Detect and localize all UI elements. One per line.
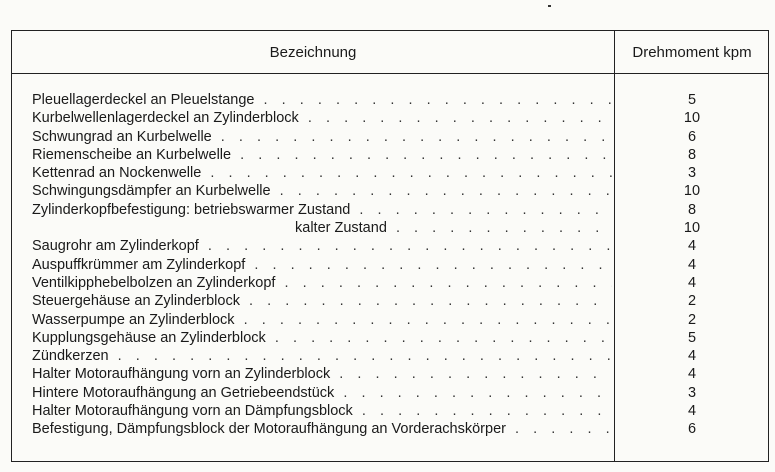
row-label: Hintere Motoraufhängung an Getriebeendstück . .: [32, 384, 612, 402]
row-label: Befestigung, Dämpfungsblock der Motoraufhängung an Vorderachskörper . .: [32, 420, 612, 438]
row-label: Schwingungsdämpfer an Kurbelwelle . .: [32, 182, 612, 200]
table-row: [12, 311, 768, 329]
scan-speck: [548, 5, 551, 7]
row-label: Steuergehäuse an Zylinderblock . .: [32, 292, 612, 310]
row-value: 4: [687, 403, 697, 420]
row-value: 4: [687, 274, 697, 291]
header-torque: Drehmoment kpm: [632, 43, 752, 61]
row-value: 10: [683, 183, 701, 200]
table-row: [12, 365, 768, 383]
table-body: [12, 91, 768, 439]
table-row: [12, 201, 768, 219]
row-label: Kurbelwellenlagerdeckel an Zylinderblock . .: [32, 109, 612, 127]
row-label: Ventilkipphebelbolzen an Zylinderkopf . .: [32, 274, 612, 292]
table-row: [12, 329, 768, 347]
table-row: [12, 182, 768, 200]
row-label: Halter Motoraufhängung vorn an Dämpfungsblock . .: [32, 402, 612, 420]
row-value: 3: [687, 165, 697, 182]
table-row: [12, 402, 768, 420]
row-label: kalter Zustand . .: [295, 219, 612, 237]
row-value: 10: [683, 220, 701, 237]
table-row: [12, 274, 768, 292]
row-value: 5: [687, 92, 697, 108]
header-designation: Bezeichnung: [269, 43, 357, 61]
table-row: [12, 347, 768, 365]
table-row: [12, 384, 768, 402]
table-row: [12, 292, 768, 310]
row-value: 5: [687, 329, 697, 346]
table-row: [12, 237, 768, 255]
row-value: 8: [687, 201, 697, 218]
table-row: [12, 256, 768, 274]
row-label: Wasserpumpe an Zylinderblock . .: [32, 311, 612, 329]
row-label: Pleuellagerdeckel an Pleuelstange . .: [32, 91, 612, 109]
row-value: 10: [683, 110, 701, 127]
row-label: Kupplungsgehäuse an Zylinderblock . .: [32, 329, 612, 347]
table-row: [12, 219, 768, 237]
row-value: 6: [687, 128, 697, 145]
row-value: 2: [687, 311, 697, 328]
row-label: Halter Motoraufhängung vorn an Zylinderblock . .: [32, 365, 612, 383]
table-row: [12, 146, 768, 164]
row-value: 4: [687, 256, 697, 273]
row-label: Saugrohr am Zylinderkopf . .: [32, 237, 612, 255]
row-value: 6: [687, 421, 697, 438]
torque-table: [11, 30, 769, 462]
row-label: Zylinderkopfbefestigung: betriebswarmer Zustand . .: [32, 201, 612, 219]
row-value: 8: [687, 146, 697, 163]
table-row: [12, 128, 768, 146]
table-row: [12, 164, 768, 182]
table-row: [12, 109, 768, 127]
row-value: 2: [687, 293, 697, 310]
header-divider: [12, 73, 768, 74]
row-label: Zündkerzen . .: [32, 347, 612, 365]
row-label: Schwungrad an Kurbelwelle . .: [32, 128, 612, 146]
row-label: Auspuffkrümmer am Zylinderkopf . .: [32, 256, 612, 274]
table-row: [12, 420, 768, 438]
table-row: [12, 91, 768, 109]
row-value: 4: [687, 348, 697, 365]
row-value: 4: [687, 366, 697, 383]
row-value: 3: [687, 384, 697, 401]
row-label: Kettenrad an Nockenwelle . .: [32, 164, 612, 182]
row-value: 4: [687, 238, 697, 255]
row-label: Riemenscheibe an Kurbelwelle . .: [32, 146, 612, 164]
